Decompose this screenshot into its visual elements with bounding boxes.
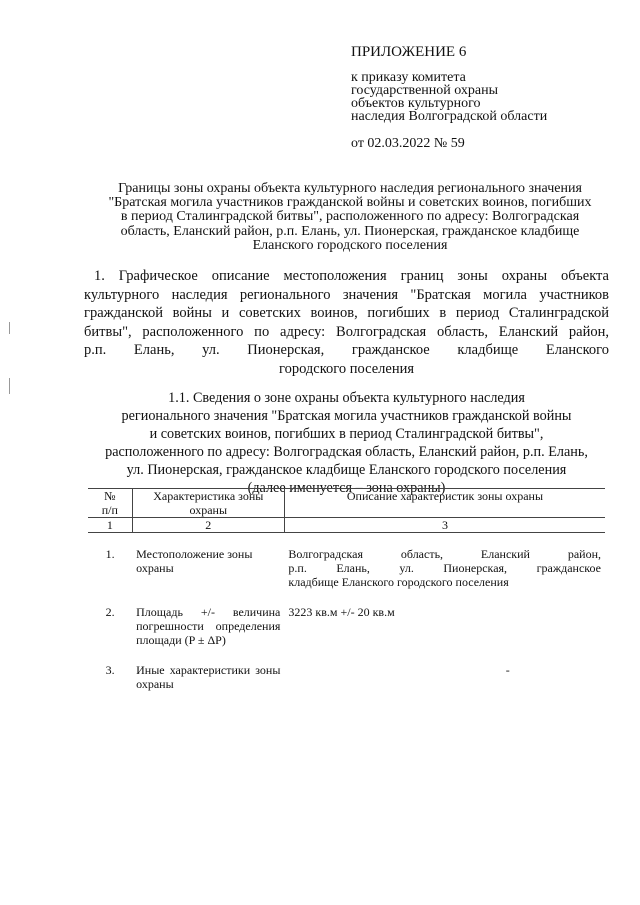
row-description: -	[505, 663, 510, 677]
header-line: наследия Волгоградской области	[351, 109, 548, 124]
subsection-line: 1.1. Сведения о зоне охраны объекта культурного наследия	[168, 390, 525, 406]
row-characteristic	[132, 589, 284, 647]
char-line: Площадь +/- величина	[136, 605, 281, 619]
scan-mark	[9, 378, 10, 394]
char-line: площади (P ± ΔP)	[136, 633, 226, 647]
document-title	[84, 182, 616, 253]
section-line: гражданской войны и советских воинов, погибших в период Сталинградской	[84, 305, 609, 321]
char-line: Иные характеристики зоны	[136, 663, 281, 677]
title-line: Еланского городского поселения	[252, 237, 448, 253]
header-cell-description: Описание характеристик зоны охраны	[284, 489, 605, 518]
row-number: 3.	[105, 663, 115, 677]
subsection-line: регионального значения "Братская могила участников гражданской войны	[121, 408, 572, 424]
section-line: р.п. Елань, ул. Пионерская, гражданское кладбище Еланского	[84, 342, 609, 358]
appendix-heading: ПРИЛОЖЕНИЕ 6	[351, 44, 467, 60]
title-line: область, Еланский район, р.п. Елань, ул. Пионерская, гражданское кладбище	[120, 223, 580, 239]
zone-table	[88, 488, 605, 691]
header-line: государственной охраны	[351, 83, 499, 98]
section-line: городского поселения	[278, 360, 415, 377]
header-line: к приказу комитета	[351, 70, 466, 85]
col-number: 2	[132, 518, 284, 533]
section-1	[84, 267, 609, 378]
char-line: погрешности определения	[136, 619, 281, 633]
table-row	[88, 533, 605, 590]
desc-line: кладбище Еланского городского поселения	[288, 575, 509, 589]
header-cell-characteristic: Характеристика зоны охраны	[132, 489, 284, 518]
header-line: объектов культурного	[351, 96, 481, 111]
col-number: 3	[284, 518, 605, 533]
header-text: п/п	[101, 503, 118, 517]
row-number: 2.	[105, 605, 115, 619]
row-characteristic: Местоположение зоны охраны	[136, 547, 253, 575]
title-line: Границы зоны охраны объекта культурного наследия регионального значения	[118, 181, 582, 196]
row-characteristic	[132, 647, 284, 691]
section-line: битвы", расположенного по адресу: Волгоградская область, Еланский район,	[84, 323, 609, 340]
table-row	[88, 647, 605, 691]
table-header-row	[88, 489, 605, 518]
subsection-line: расположенного по адресу: Волгоградская область, Еланский район, р.п. Елань,	[105, 444, 588, 460]
row-description	[284, 533, 605, 590]
subsection-line: и советских воинов, погибших в период Сталинградской битвы",	[149, 426, 544, 442]
title-line: в период Сталинградской битвы", расположенного по адресу: Волгоградская	[120, 209, 580, 225]
section-line: 1. Графическое описание местоположения границ зоны охраны объекта	[94, 268, 609, 284]
subsection-1-1	[84, 389, 609, 497]
row-number: 1.	[105, 547, 115, 561]
subsection-line: ул. Пионерская, гражданское кладбище Еланского городского поселения	[126, 462, 567, 478]
col-number: 1	[88, 518, 132, 533]
desc-line: р.п. Елань, ул. Пионерская, гражданское	[288, 561, 601, 575]
subsection-line: (далее именуется – зона охраны)	[247, 480, 446, 496]
header-cell-number	[88, 489, 132, 518]
title-line: "Братская могила участников гражданской войны и советских воинов, погибших	[108, 195, 592, 211]
section-line: культурного наследия регионального значения "Братская могила участников	[84, 286, 609, 303]
table-row	[88, 589, 605, 647]
header-text: №	[104, 489, 116, 503]
scan-mark	[9, 322, 10, 334]
table-number-row	[88, 518, 605, 533]
row-description: 3223 кв.м +/- 20 кв.м	[288, 605, 395, 619]
order-date: от 02.03.2022 № 59	[351, 136, 465, 151]
desc-line: Волгоградская область, Еланский район,	[288, 547, 601, 561]
char-line: охраны	[136, 677, 174, 691]
